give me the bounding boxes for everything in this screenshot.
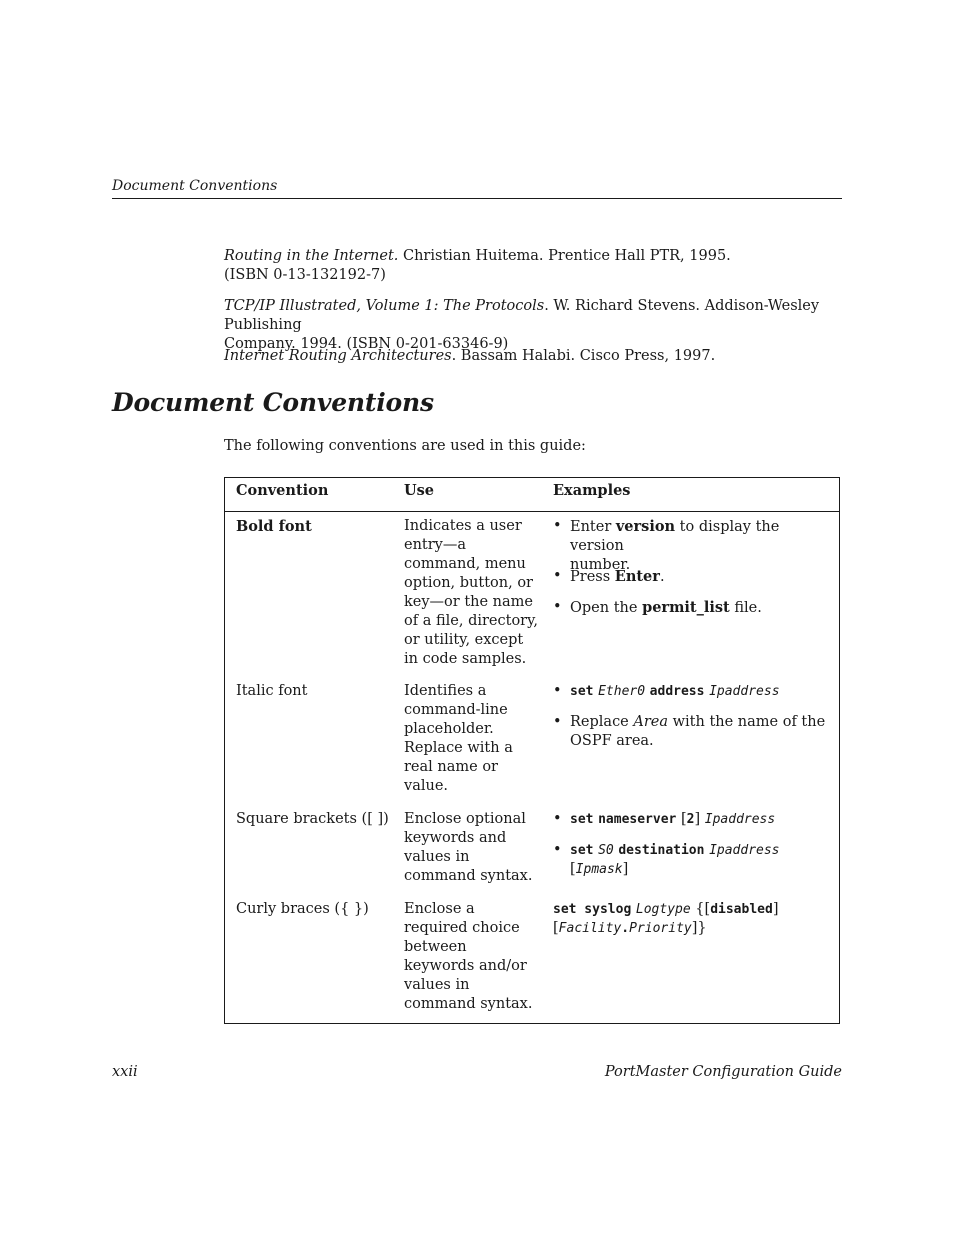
reference-item xyxy=(224,347,844,366)
bullet-icon: • xyxy=(553,714,562,730)
reference-item xyxy=(224,247,844,285)
example-item: Replace Area with the name of the OSPF area. xyxy=(570,714,826,749)
example-syntax-line: set syslog Logtype {[disabled] xyxy=(553,901,779,917)
table-header-rule xyxy=(224,511,839,512)
bullet-icon: • xyxy=(553,811,562,827)
book-title: PortMaster Configuration Guide xyxy=(604,1064,842,1080)
reference-details: . W. Richard Stevens. Addison-Wesley Publishing xyxy=(224,298,820,333)
use-cell: Enclose a required choice between keywords and/or values in command syntax. xyxy=(404,901,533,1012)
column-header-use: Use xyxy=(404,482,435,499)
use-cell: Identifies a command-line placeholder. Replace with a real name or value. xyxy=(404,683,513,794)
example-item: Enter version to display the version number. xyxy=(570,518,780,573)
use-cell: Indicates a user entry—a command, menu option, button, or key—or the name of a file, directory, or utility, except in code samples. xyxy=(404,518,538,667)
page-number: xxii xyxy=(112,1064,138,1080)
bullet-icon: • xyxy=(553,599,562,615)
convention-cell: Square brackets ([ ]) xyxy=(236,811,389,827)
bullet-icon: • xyxy=(553,683,562,699)
convention-cell: Italic font xyxy=(236,683,308,699)
bullet-icon: • xyxy=(553,568,562,584)
example-item: set Ether0 address Ipaddress xyxy=(570,684,780,699)
column-header-convention: Convention xyxy=(236,482,329,499)
reference-item xyxy=(224,297,844,354)
bullet-icon: • xyxy=(553,842,562,858)
reference-title: Routing in the Internet. xyxy=(224,248,399,264)
convention-cell: Bold font xyxy=(236,518,312,535)
section-intro: The following conventions are used in this guide: xyxy=(224,438,586,454)
header-rule xyxy=(112,198,842,199)
section-title: Document Conventions xyxy=(112,388,434,417)
reference-details: . Bassam Halabi. Cisco Press, 1997. xyxy=(451,348,716,364)
reference-details-line2: Company. 1994. (ISBN 0-201-63346-9) xyxy=(224,336,509,352)
example-item: Open the permit_list file. xyxy=(570,599,762,616)
use-cell: Enclose optional keywords and values in command syntax. xyxy=(404,811,533,884)
reference-title: TCP/IP Illustrated, Volume 1: The Protocols xyxy=(224,298,545,314)
example-item: set nameserver [2] Ipaddress xyxy=(570,811,776,827)
column-header-examples: Examples xyxy=(553,482,631,499)
convention-cell: Curly braces ({ }) xyxy=(236,901,369,917)
bullet-icon: • xyxy=(553,518,562,534)
example-syntax-line: [Facility.Priority]} xyxy=(553,920,707,936)
reference-details: Christian Huitema. Prentice Hall PTR, 1995. xyxy=(398,248,731,264)
examples-cell xyxy=(553,900,833,938)
example-item: set S0 destination Ipaddress [Ipmask] xyxy=(570,843,780,877)
example-item: Press Enter. xyxy=(570,568,665,585)
reference-details-line2: (ISBN 0-13-132192-7) xyxy=(224,267,386,283)
reference-title: Internet Routing Architectures xyxy=(224,348,452,364)
running-head: Document Conventions xyxy=(112,178,278,194)
